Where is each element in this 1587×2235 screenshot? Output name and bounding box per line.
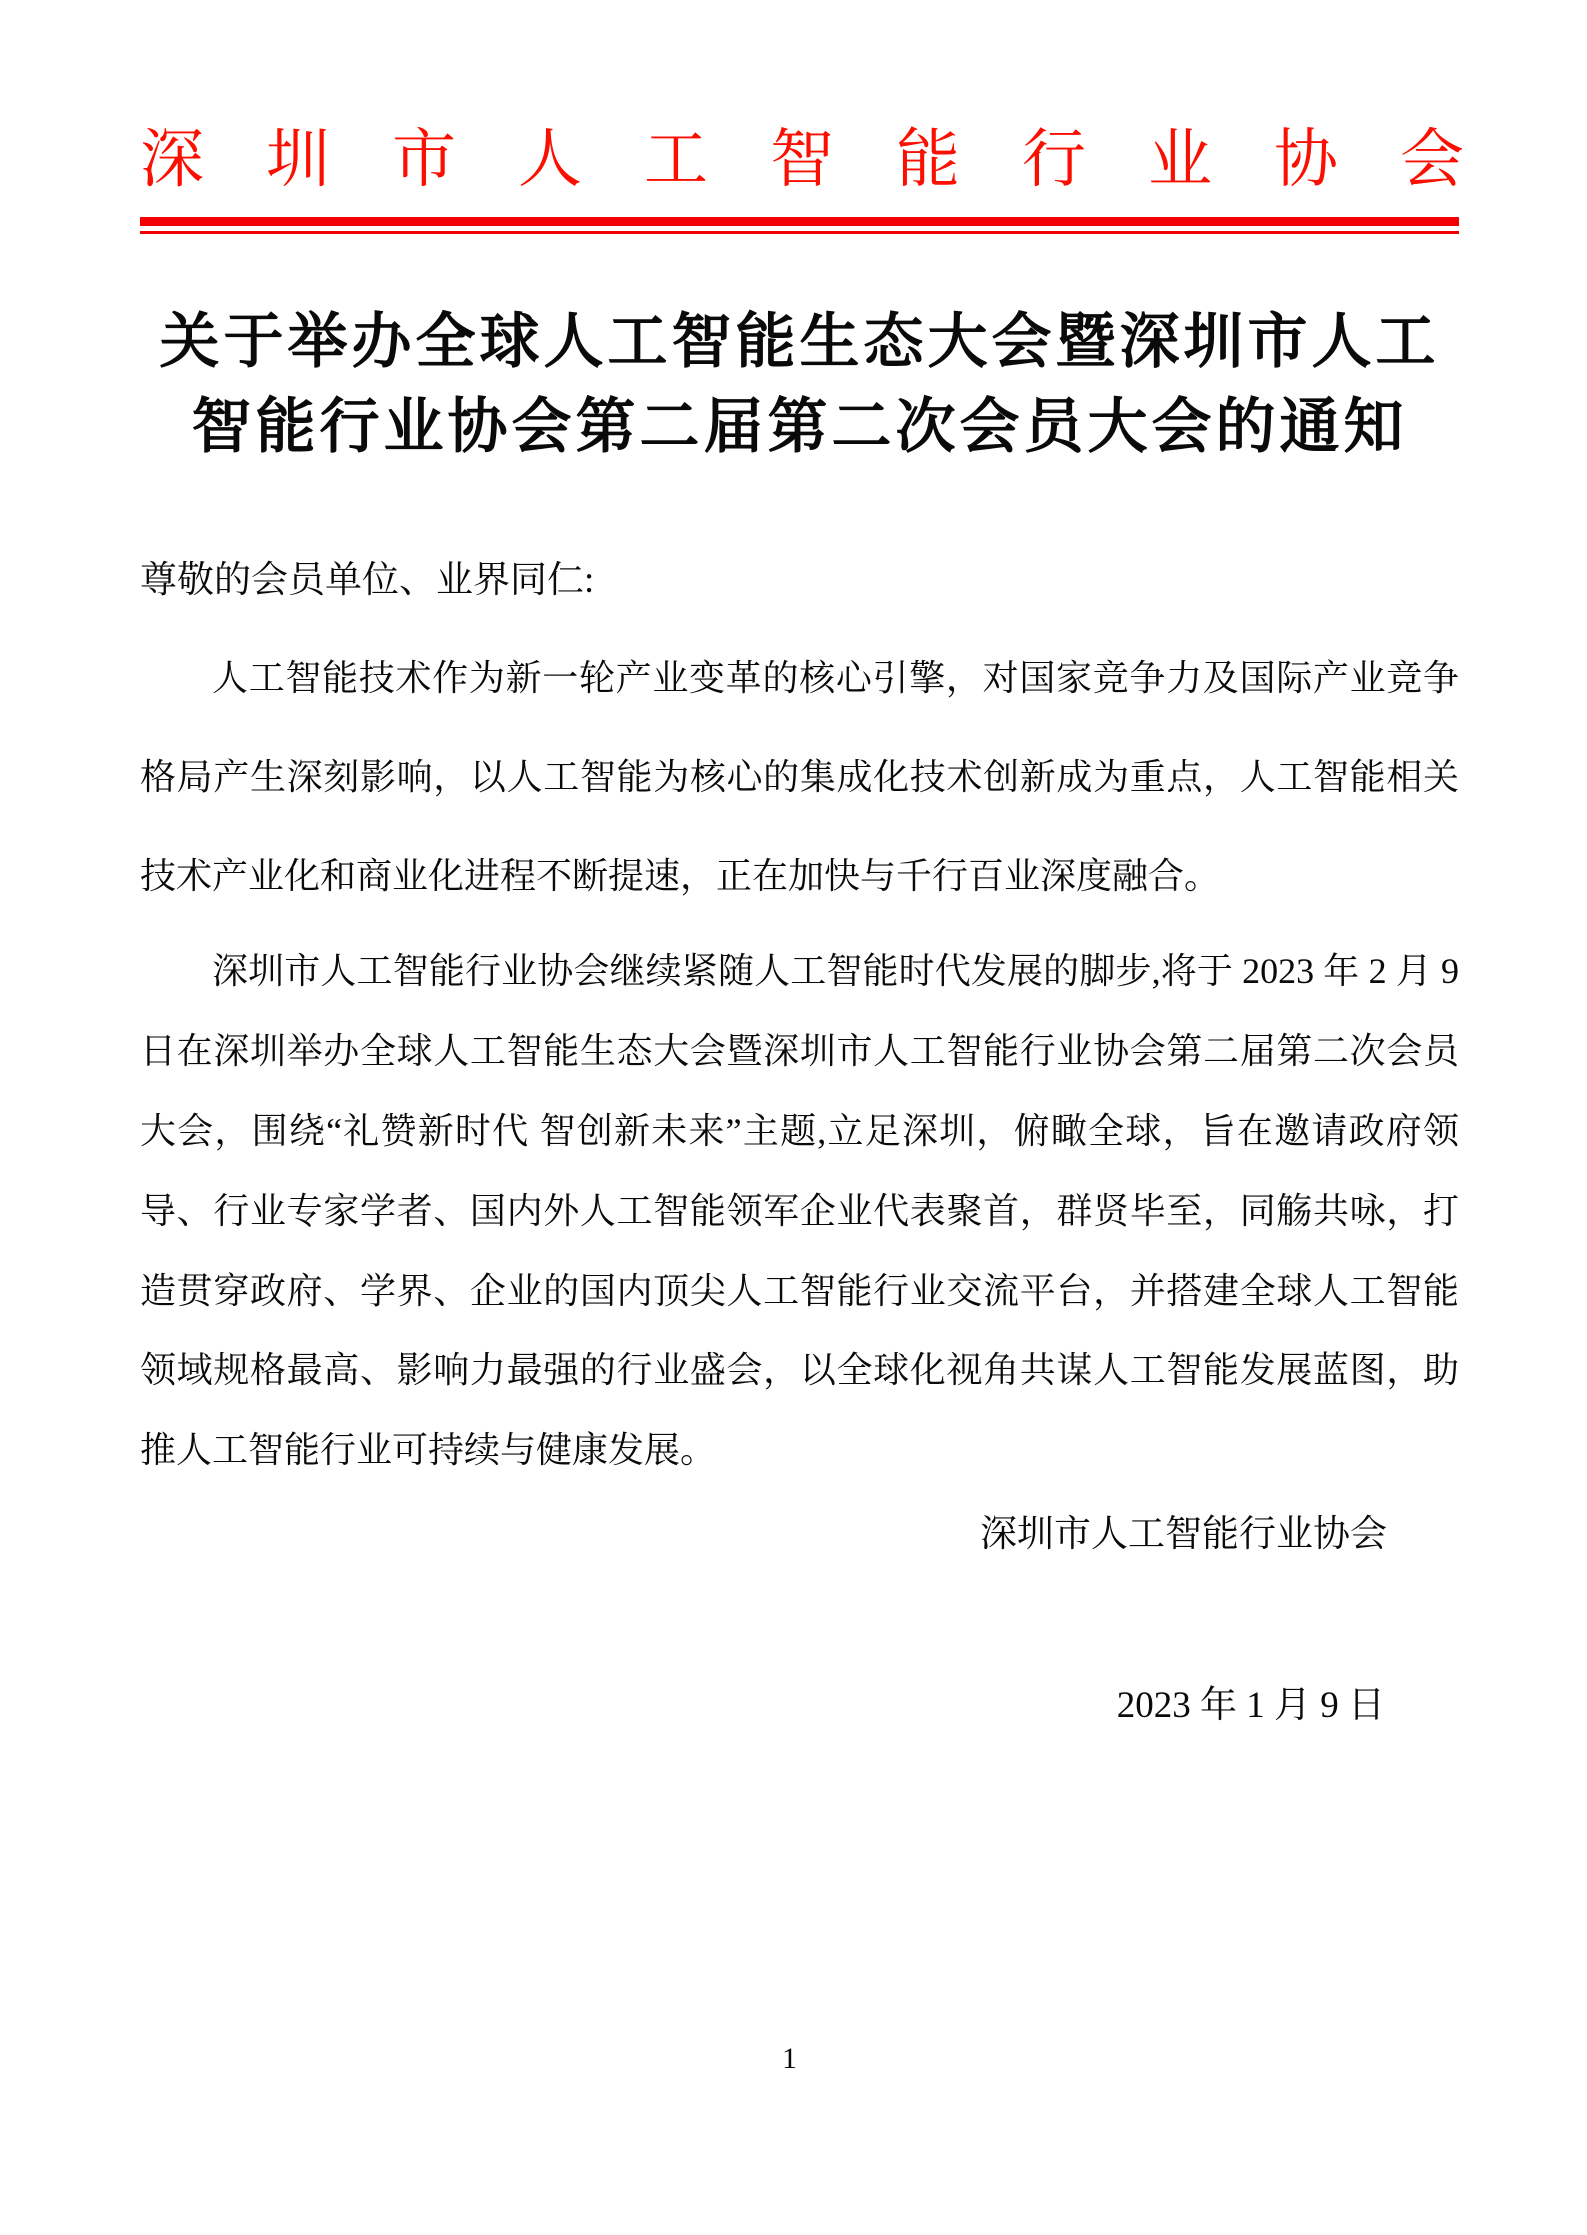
salutation: 尊敬的会员单位、业界同仁: [140, 559, 595, 601]
letterhead-org-name: 深圳市人工智能行业协会 [140, 124, 1526, 195]
signature-org: 深圳市人工智能行业协会 [980, 1514, 1387, 1556]
body-paragraph-2: 深圳市人工智能行业协会继续紧随人工智能时代发展的脚步,将于 2023 年 2 月 9 日在深圳举办全球人工智能生态大会暨深圳市人工智能行业协会第二届第二次会员大会，围绕“礼赞新时代 智创新未来”主题,立足深圳，俯瞰全球，旨在邀请政府领导、行业专家学者、国内外人工智能领军企业代表聚首，群贤毕至，同觞共咏，打造贯穿政府、学界、企业的国内顶尖人工智能行业交流平台，并搭建全球人工智能领域规格最高、影响力最强的行业盛会，以全球化视角共谋人工智能发展蓝图，助推人工智能行业可持续与健康发展。 [140, 950, 1459, 1471]
letterhead-divider-thick [140, 217, 1459, 226]
doc-title-line1: 关于举办全球人工智能生态大会暨深圳市人工 [159, 309, 1440, 376]
letterhead-divider-thin [140, 231, 1459, 234]
page-number: 1 [782, 2042, 797, 2075]
body-paragraph-1: 人工智能技术作为新一轮产业变革的核心引擎，对国家竞争力及国际产业竞争格局产生深刻影响，以人工智能为核心的集成化技术创新成为重点，人工智能相关技术产业化和商业化进程不断提速，正在加快与千行百业深度融合。 [140, 657, 1459, 896]
doc-title-line2: 智能行业协会第二届第二次会员大会的通知 [191, 394, 1408, 461]
doc-title [140, 300, 1459, 470]
signature-date: 2023 年 1 月 9 日 [1116, 1684, 1385, 1726]
